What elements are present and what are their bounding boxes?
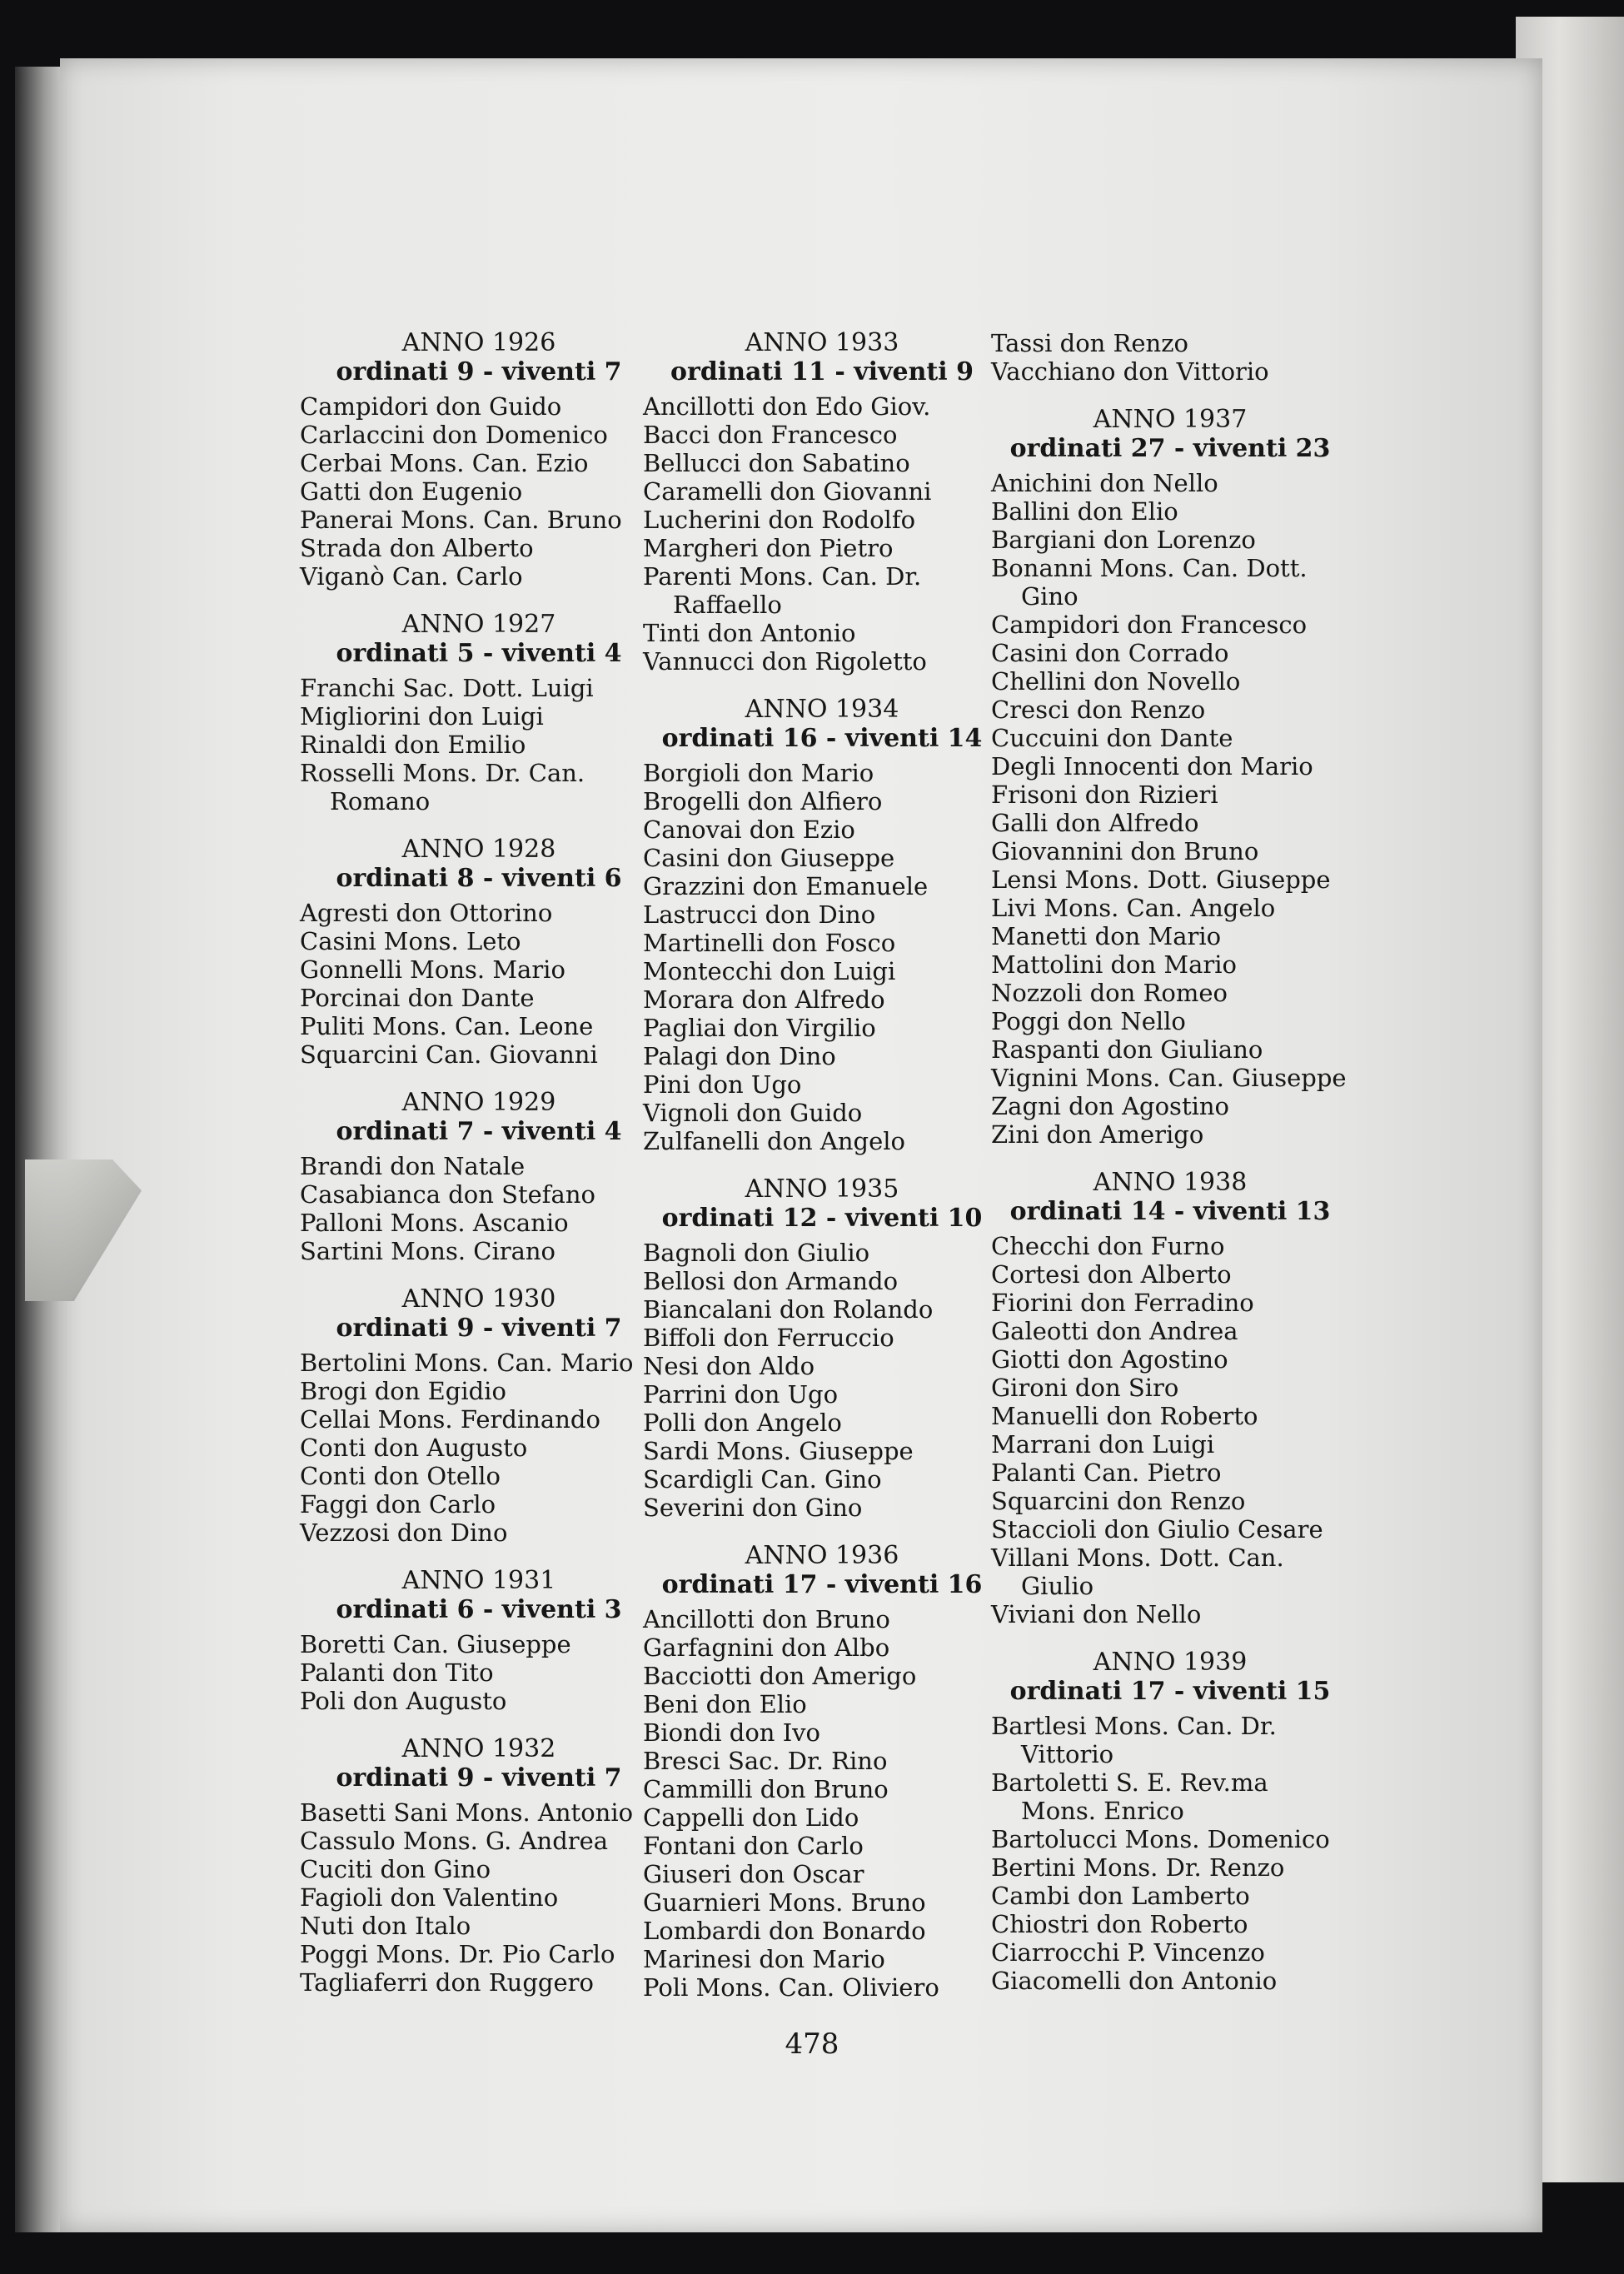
- priest-name: Parrini don Ugo: [643, 1380, 839, 1409]
- priest-name: Manuelli don Roberto: [991, 1402, 1258, 1430]
- priest-name: Livi Mons. Can. Angelo: [991, 894, 1276, 922]
- year-heading: ANNO 1927: [401, 610, 556, 639]
- priest-name: Bertolini Mons. Can. Mario: [300, 1349, 634, 1377]
- priest-name: Biondi don Ivo: [643, 1718, 820, 1747]
- priest-name: Tinti don Antonio: [643, 619, 856, 647]
- priest-name: Franchi Sac. Dott. Luigi: [300, 674, 594, 702]
- priest-name: Lastrucci don Dino: [643, 900, 876, 929]
- priest-name: Cammilli don Bruno: [643, 1775, 889, 1803]
- priest-name: Chellini don Novello: [991, 667, 1241, 696]
- year-heading: ANNO 1931: [401, 1566, 556, 1595]
- priest-name: Conti don Otello: [300, 1462, 501, 1490]
- priest-name: Galli don Alfredo: [991, 809, 1199, 837]
- year-block: [643, 1542, 1001, 2002]
- priest-name: Ciarrocchi P. Vincenzo: [991, 1938, 1265, 1967]
- priest-name: Severini don Gino: [643, 1494, 863, 1522]
- priest-name: Giovannini don Bruno: [991, 837, 1259, 865]
- ordained-living-count: ordinati 17 - viventi 16: [661, 1570, 983, 1599]
- priest-name: Polli don Angelo: [643, 1409, 842, 1437]
- priest-name: Campidori don Guido: [300, 392, 562, 421]
- priest-name: Cappelli don Lido: [643, 1803, 859, 1832]
- year-block: [300, 1567, 658, 1715]
- priest-name: Biancalani don Rolando: [643, 1295, 934, 1324]
- year-heading: ANNO 1934: [745, 695, 899, 724]
- ordained-living-count: ordinati 9 - viventi 7: [336, 1314, 622, 1343]
- priest-name: Beni don Elio: [643, 1690, 807, 1718]
- priest-name: Ancillotti don Edo Giov.: [643, 392, 931, 421]
- priest-name: Zagni don Agostino: [991, 1092, 1230, 1120]
- year-heading: ANNO 1936: [745, 1541, 899, 1570]
- priest-name: Pagliai don Virgilio: [643, 1014, 876, 1042]
- priest-name: Morara don Alfredo: [643, 985, 885, 1014]
- priest-name: Viganò Can. Carlo: [300, 562, 523, 591]
- priest-name: Palloni Mons. Ascanio: [300, 1209, 569, 1237]
- priest-name: Bartoletti S. E. Rev.ma Mons. Enrico: [991, 1768, 1268, 1825]
- priest-name: Palanti Can. Pietro: [991, 1459, 1222, 1487]
- priest-name: Scardigli Can. Gino: [643, 1465, 882, 1494]
- year-block: [300, 1735, 658, 1997]
- priest-name: Cassulo Mons. G. Andrea: [300, 1827, 609, 1855]
- priest-name: Cellai Mons. Ferdinando: [300, 1405, 600, 1434]
- priest-name: Staccioli don Giulio Cesare: [991, 1515, 1323, 1543]
- priest-name: Bagnoli don Giulio: [643, 1239, 870, 1267]
- priest-name: Guarnieri Mons. Bruno: [643, 1888, 926, 1917]
- priest-name: Campidori don Francesco: [991, 611, 1308, 639]
- year-heading: ANNO 1933: [745, 328, 899, 357]
- priest-name: Boretti Can. Giuseppe: [300, 1630, 571, 1658]
- priest-name: Cambi don Lamberto: [991, 1882, 1250, 1910]
- priest-name: Raspanti don Giuliano: [991, 1035, 1263, 1064]
- priest-name: Tassi don Renzo: [991, 329, 1188, 357]
- year-heading: ANNO 1938: [1093, 1168, 1248, 1197]
- priest-name: Manetti don Mario: [991, 922, 1222, 950]
- priest-name: Conti don Augusto: [300, 1434, 528, 1462]
- priest-name: Brandi don Natale: [300, 1152, 526, 1180]
- year-heading: ANNO 1939: [1093, 1648, 1248, 1677]
- priest-name: Porcinai don Dante: [300, 984, 535, 1012]
- year-block: [643, 329, 1001, 676]
- priest-name: Galeotti don Andrea: [991, 1317, 1238, 1345]
- priest-name: Bacciotti don Amerigo: [643, 1662, 917, 1690]
- priest-name: Vacchiano don Vittorio: [991, 357, 1269, 386]
- priest-name: Bartolucci Mons. Domenico: [991, 1825, 1330, 1853]
- year-block: [300, 329, 658, 591]
- column-3: [991, 329, 1349, 2015]
- year-heading: ANNO 1937: [1093, 405, 1248, 434]
- priest-name: Sartini Mons. Cirano: [300, 1237, 556, 1265]
- priest-name: Canovai don Ezio: [643, 815, 855, 844]
- priest-name: Casini don Corrado: [991, 639, 1229, 667]
- priest-name: Giuseri don Oscar: [643, 1860, 864, 1888]
- ordained-living-count: ordinati 17 - viventi 15: [1009, 1677, 1331, 1706]
- priest-name: Gonnelli Mons. Mario: [300, 955, 565, 984]
- priest-name: Bonanni Mons. Can. Dott. Gino: [991, 554, 1308, 611]
- year-block: [991, 1169, 1349, 1628]
- binding-edge: [15, 67, 65, 2232]
- year-heading: ANNO 1929: [401, 1088, 556, 1117]
- year-heading: ANNO 1935: [745, 1174, 899, 1204]
- year-block: [300, 1285, 658, 1547]
- priest-name: Poggi Mons. Dr. Pio Carlo: [300, 1940, 615, 1968]
- priest-name: Viviani don Nello: [991, 1600, 1202, 1628]
- priest-name: Frisoni don Rizieri: [991, 780, 1218, 809]
- priest-name: Nozzoli don Romeo: [991, 979, 1228, 1007]
- priest-name: Strada don Alberto: [300, 534, 534, 562]
- year-heading: ANNO 1926: [401, 328, 556, 357]
- ordained-living-count: ordinati 12 - viventi 10: [661, 1204, 983, 1233]
- priest-name: Marinesi don Mario: [643, 1945, 885, 1973]
- year-heading: ANNO 1930: [401, 1284, 556, 1314]
- priest-name: Carlaccini don Domenico: [300, 421, 608, 449]
- ordained-living-count: ordinati 14 - viventi 13: [1009, 1197, 1331, 1226]
- ordained-living-count: ordinati 16 - viventi 14: [661, 724, 983, 753]
- priest-name: Bargiani don Lorenzo: [991, 526, 1256, 554]
- priest-name: Giacomelli don Antonio: [991, 1967, 1278, 1995]
- column-1: [300, 329, 658, 2017]
- year-block: [643, 1175, 1001, 1522]
- priest-name: Brogelli don Alfiero: [643, 787, 883, 815]
- year-heading: ANNO 1932: [401, 1734, 556, 1763]
- priest-name: Bertini Mons. Dr. Renzo: [991, 1853, 1285, 1882]
- priest-name: Poggi don Nello: [991, 1007, 1186, 1035]
- priest-name: Cortesi don Alberto: [991, 1260, 1232, 1289]
- priest-name: Cresci don Renzo: [991, 696, 1206, 724]
- priest-name: Rinaldi don Emilio: [300, 731, 526, 759]
- priest-name: Rosselli Mons. Dr. Can. Romano: [300, 759, 585, 815]
- year-block: [643, 696, 1001, 1155]
- ordained-living-count: ordinati 5 - viventi 4: [336, 639, 622, 668]
- ordained-living-count: ordinati 7 - viventi 4: [336, 1117, 622, 1146]
- priest-name: Bellosi don Armando: [643, 1267, 899, 1295]
- ordained-living-count: ordinati 11 - viventi 9: [670, 357, 974, 386]
- year-block: [991, 1648, 1349, 1995]
- ordained-living-count: ordinati 27 - viventi 23: [1009, 434, 1331, 463]
- priest-name: Squarcini Can. Giovanni: [300, 1040, 598, 1069]
- priest-name: Fagioli don Valentino: [300, 1883, 559, 1912]
- ordained-living-count: ordinati 9 - viventi 7: [336, 357, 622, 386]
- priest-name: Anichini don Nello: [991, 469, 1218, 497]
- year-block: [300, 611, 658, 815]
- priest-name: Bresci Sac. Dr. Rino: [643, 1747, 888, 1775]
- priest-name: Faggi don Carlo: [300, 1490, 496, 1518]
- ordained-living-count: ordinati 9 - viventi 7: [336, 1763, 622, 1793]
- priest-name: Biffoli don Ferruccio: [643, 1324, 894, 1352]
- priest-name: Puliti Mons. Can. Leone: [300, 1012, 594, 1040]
- priest-name: Gironi don Siro: [991, 1374, 1179, 1402]
- priest-name: Grazzini don Emanuele: [643, 872, 929, 900]
- priest-name: Fontani don Carlo: [643, 1832, 864, 1860]
- priest-name: Palagi don Dino: [643, 1042, 836, 1070]
- priest-name: Casini Mons. Leto: [300, 927, 521, 955]
- priest-name: Vezzosi don Dino: [300, 1518, 508, 1547]
- year-block: [300, 1089, 658, 1265]
- priest-name: Casabianca don Stefano: [300, 1180, 595, 1209]
- priest-name: Vannucci don Rigoletto: [643, 647, 927, 676]
- priest-name: Nuti don Italo: [300, 1912, 471, 1940]
- priest-name: Cuciti don Gino: [300, 1855, 491, 1883]
- priest-name: Panerai Mons. Can. Bruno: [300, 506, 622, 534]
- priest-name: Tagliaferri don Ruggero: [300, 1968, 594, 1997]
- priest-name: Poli don Augusto: [300, 1687, 507, 1715]
- priest-name: Casini don Giuseppe: [643, 844, 895, 872]
- priest-name: Bacci don Francesco: [643, 421, 898, 449]
- year-block: [991, 406, 1349, 1149]
- priest-name: Palanti don Tito: [300, 1658, 494, 1687]
- priest-name: Montecchi don Luigi: [643, 957, 896, 985]
- priest-name: Migliorini don Luigi: [300, 702, 544, 731]
- priest-name: Basetti Sani Mons. Antonio: [300, 1798, 634, 1827]
- priest-name: Fiorini don Ferradino: [991, 1289, 1254, 1317]
- year-heading: ANNO 1928: [401, 835, 556, 864]
- priest-name: Poli Mons. Can. Oliviero: [643, 1973, 939, 2002]
- priest-name: Caramelli don Giovanni: [643, 477, 932, 506]
- priest-name: Cuccuini don Dante: [991, 724, 1233, 752]
- priest-name: Mattolini don Mario: [991, 950, 1237, 979]
- priest-name: Martinelli don Fosco: [643, 929, 896, 957]
- year-block: [300, 835, 658, 1069]
- priest-name: Nesi don Aldo: [643, 1352, 815, 1380]
- priest-name: Cerbai Mons. Can. Ezio: [300, 449, 589, 477]
- priest-name: Giotti don Agostino: [991, 1345, 1228, 1374]
- priest-name: Lucherini don Rodolfo: [643, 506, 916, 534]
- priest-name: Lombardi don Bonardo: [643, 1917, 926, 1945]
- priest-name: Villani Mons. Dott. Can. Giulio: [991, 1543, 1284, 1600]
- page-number: 478: [785, 2027, 839, 2061]
- priest-name: Zulfanelli don Angelo: [643, 1127, 906, 1155]
- priest-name: Vignini Mons. Can. Giuseppe: [991, 1064, 1347, 1092]
- priest-name: Squarcini don Renzo: [991, 1487, 1246, 1515]
- column-2: [643, 329, 1001, 2022]
- priest-name: Lensi Mons. Dott. Giuseppe: [991, 865, 1331, 894]
- priest-name: Degli Innocenti don Mario: [991, 752, 1313, 780]
- priest-name: Sardi Mons. Giuseppe: [643, 1437, 914, 1465]
- priest-name: Zini don Amerigo: [991, 1120, 1204, 1149]
- ordained-living-count: ordinati 8 - viventi 6: [336, 864, 622, 893]
- priest-name: Parenti Mons. Can. Dr. Raffaello: [643, 562, 922, 619]
- priest-name: Ancillotti don Bruno: [643, 1605, 890, 1633]
- priest-name: Brogi don Egidio: [300, 1377, 506, 1405]
- priest-name: Checchi don Furno: [991, 1232, 1225, 1260]
- priest-name: Gatti don Eugenio: [300, 477, 523, 506]
- priest-name: Margheri don Pietro: [643, 534, 894, 562]
- priest-name: Chiostri don Roberto: [991, 1910, 1248, 1938]
- priest-name: Pini don Ugo: [643, 1070, 802, 1099]
- priest-name: Agresti don Ottorino: [300, 899, 553, 927]
- continued-list: [991, 329, 1349, 386]
- priest-name: Bartlesi Mons. Can. Dr. Vittorio: [991, 1712, 1277, 1768]
- priest-name: Bellucci don Sabatino: [643, 449, 910, 477]
- priest-name: Borgioli don Mario: [643, 759, 874, 787]
- priest-name: Vignoli don Guido: [643, 1099, 863, 1127]
- priest-name: Garfagnini don Albo: [643, 1633, 890, 1662]
- ordained-living-count: ordinati 6 - viventi 3: [336, 1595, 622, 1624]
- priest-name: Ballini don Elio: [991, 497, 1178, 526]
- priest-name: Marrani don Luigi: [991, 1430, 1215, 1459]
